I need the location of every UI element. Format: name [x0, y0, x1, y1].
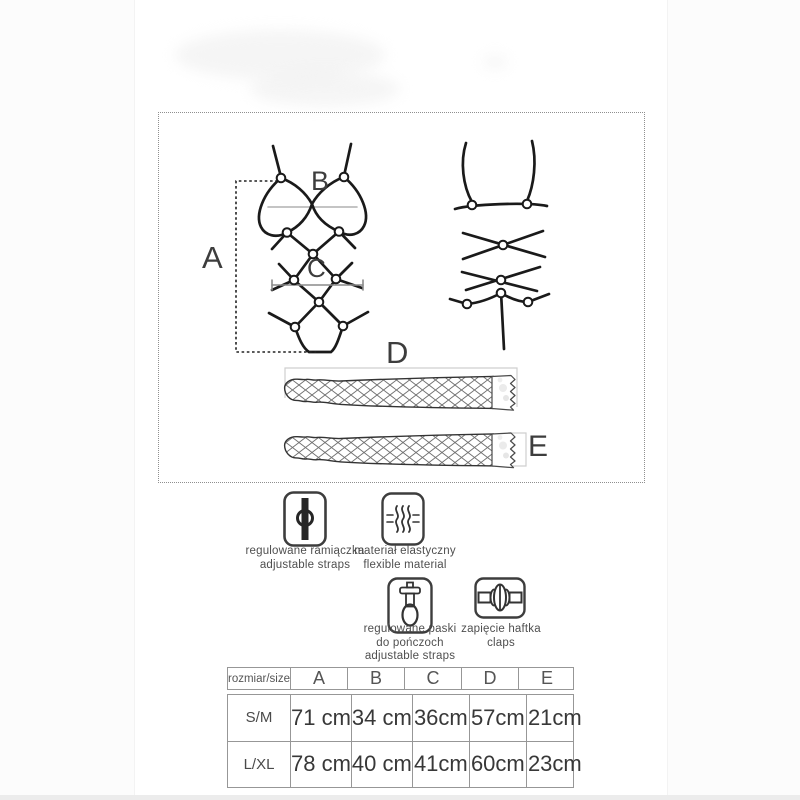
value-cell: 60cm — [469, 742, 526, 788]
size-table-corner-label: rozmiar/size — [228, 672, 290, 685]
measure-label-b: B — [311, 166, 330, 196]
measure-label-c: C — [307, 253, 326, 283]
value-cell: 23cm — [526, 742, 583, 788]
caption-line: zapięcie haftka — [461, 623, 541, 635]
size-table-col-b: B — [347, 668, 404, 689]
caption-line: flexible material — [363, 558, 447, 571]
feature-caption-flexible-material — [335, 545, 475, 572]
front-view-drawing — [236, 144, 368, 352]
caption-line: materiał elastyczny — [354, 545, 456, 557]
size-table-header — [227, 667, 574, 690]
size-table-body — [227, 694, 582, 788]
value-cell: 40 cm — [351, 742, 412, 788]
value-cell: 57cm — [469, 695, 526, 741]
value-cell: 41cm — [412, 742, 469, 788]
measure-label-d: D — [386, 335, 409, 370]
value-cell: 78 cm — [290, 742, 351, 788]
size-table-col-d: D — [461, 668, 518, 689]
caption-line: regulowane ramiączka — [245, 545, 365, 557]
adjustable-strap-slider-icon — [283, 491, 327, 552]
size-cell: L/XL — [243, 755, 275, 773]
size-cell: S/M — [245, 709, 273, 727]
elastic-material-icon — [381, 492, 425, 551]
caption-line: adjustable straps — [259, 558, 351, 571]
size-table-col-a: A — [290, 668, 347, 689]
size-table-col-e: E — [518, 668, 575, 689]
caption-line: do pończoch — [376, 636, 444, 649]
measure-label-a: A — [202, 240, 223, 275]
size-table-col-c: C — [404, 668, 461, 689]
table-row-sm — [228, 695, 582, 741]
value-cell: 71 cm — [290, 695, 351, 741]
caption-line: adjustable straps — [364, 650, 456, 662]
hook-clasp-icon — [474, 577, 526, 624]
value-cell: 36cm — [412, 695, 469, 741]
caption-line: regulowane paski — [363, 623, 457, 635]
measure-label-e: E — [528, 430, 549, 463]
stocking-drawing-d — [285, 376, 515, 411]
stocking-drawing-e — [285, 433, 515, 468]
back-view-drawing — [450, 141, 549, 349]
value-cell: 34 cm — [351, 695, 412, 741]
feature-caption-clasp — [442, 623, 560, 650]
table-row-lxl — [228, 741, 582, 788]
value-cell: 21cm — [526, 695, 583, 741]
caption-line: claps — [487, 636, 515, 649]
